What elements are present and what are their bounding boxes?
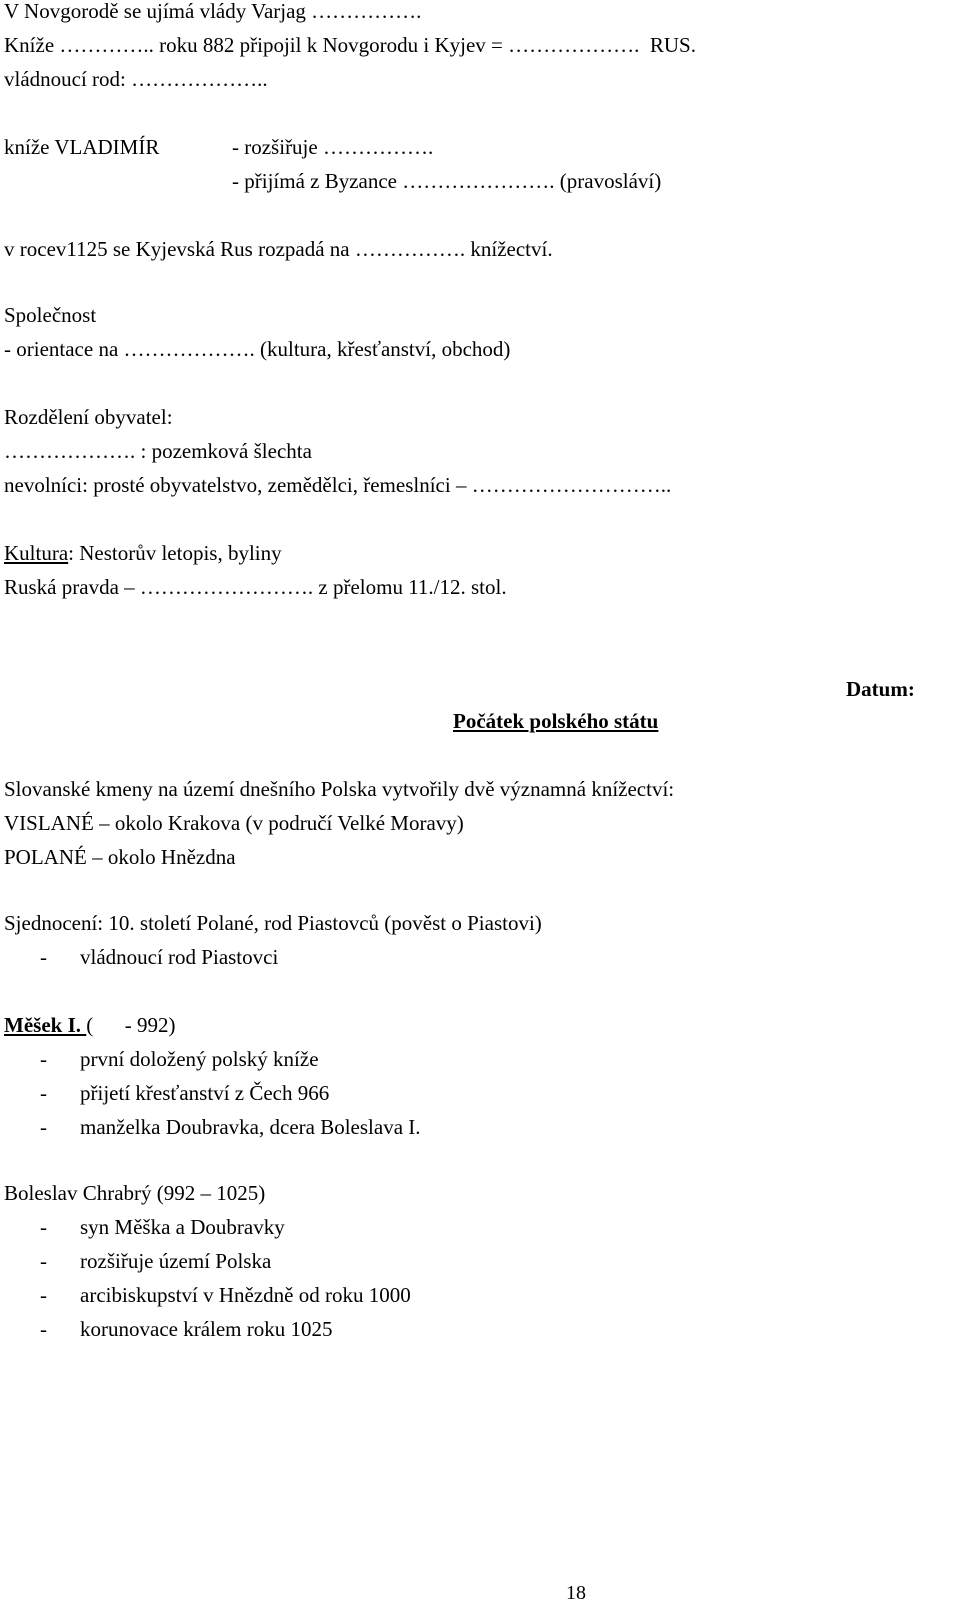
- sjednoceni-item: vládnoucí rod Piastovci: [80, 945, 279, 969]
- line-varjag: V Novgorodě se ujímá vlády Varjag …………….: [4, 0, 422, 23]
- line-ruska-pravda: Ruská pravda – ……………………. z přelomu 11./12. stol.: [4, 575, 507, 599]
- heading-rozdeleni: Rozdělení obyvatel:: [4, 405, 173, 429]
- boleslav-item: korunovace králem roku 1025: [80, 1317, 333, 1341]
- vladimir-item-2: - přijímá z Byzance …………………. (pravosláví): [232, 169, 662, 193]
- mesek-name: Měšek I.: [4, 1013, 87, 1037]
- mesek-item: manželka Doubravka, dcera Boleslava I.: [80, 1115, 421, 1139]
- boleslav-item: rozšiřuje území Polska: [80, 1249, 272, 1273]
- line-sjednoceni: Sjednocení: 10. století Polané, rod Piastovců (pověst o Piastovi): [4, 911, 542, 935]
- line-boleslav: Boleslav Chrabrý (992 – 1025): [4, 1181, 266, 1205]
- mesek-item: první doložený polský kníže: [80, 1047, 319, 1071]
- mesek-item: přijetí křesťanství z Čech 966: [80, 1081, 330, 1105]
- boleslav-item: syn Měška a Doubravky: [80, 1215, 285, 1239]
- para-kmeny: Slovanské kmeny na území dnešního Polska vytvořily dvě významná knížectví:: [4, 777, 675, 801]
- line-mesek: [4, 1008, 175, 1042]
- line-orientace: - orientace na ………………. (kultura, křesťanství, obchod): [4, 337, 511, 361]
- kultura-text: : Nestorův letopis, byliny: [68, 541, 282, 565]
- line-vladnouci-rod: vládnoucí rod: ………………..: [4, 67, 268, 91]
- line-kultura: [4, 536, 282, 570]
- mesek-dates: ( - 992): [86, 1013, 176, 1037]
- para-polane: POLANÉ – okolo Hnězdna: [4, 845, 236, 869]
- datum-label: Datum:: [846, 677, 915, 701]
- line-nevolnici: nevolníci: prosté obyvatelstvo, zemědělci, řemeslníci – ………………………..: [4, 473, 672, 497]
- kultura-label: Kultura: [4, 541, 69, 565]
- boleslav-item: arcibiskupství v Hnězdně od roku 1000: [80, 1283, 411, 1307]
- page-number: 18: [566, 1582, 586, 1604]
- line-knize-kyjev: Kníže ………….. roku 882 připojil k Novgorodu i Kyjev = ………………. RUS.: [4, 33, 696, 57]
- heading-spolecnost: Společnost: [4, 303, 97, 327]
- vladimir-item-1: - rozšiřuje …………….: [232, 135, 434, 159]
- line-rozpad: v rocev1125 se Kyjevská Rus rozpadá na ……………. knížectví.: [4, 237, 553, 261]
- vladimir-label: kníže VLADIMÍR: [4, 135, 160, 159]
- para-vislane: VISLANÉ – okolo Krakova (v područí Velké Moravy): [4, 811, 464, 835]
- section-title: Počátek polského státu: [453, 709, 659, 733]
- line-slechta: ………………. : pozemková šlechta: [4, 439, 312, 463]
